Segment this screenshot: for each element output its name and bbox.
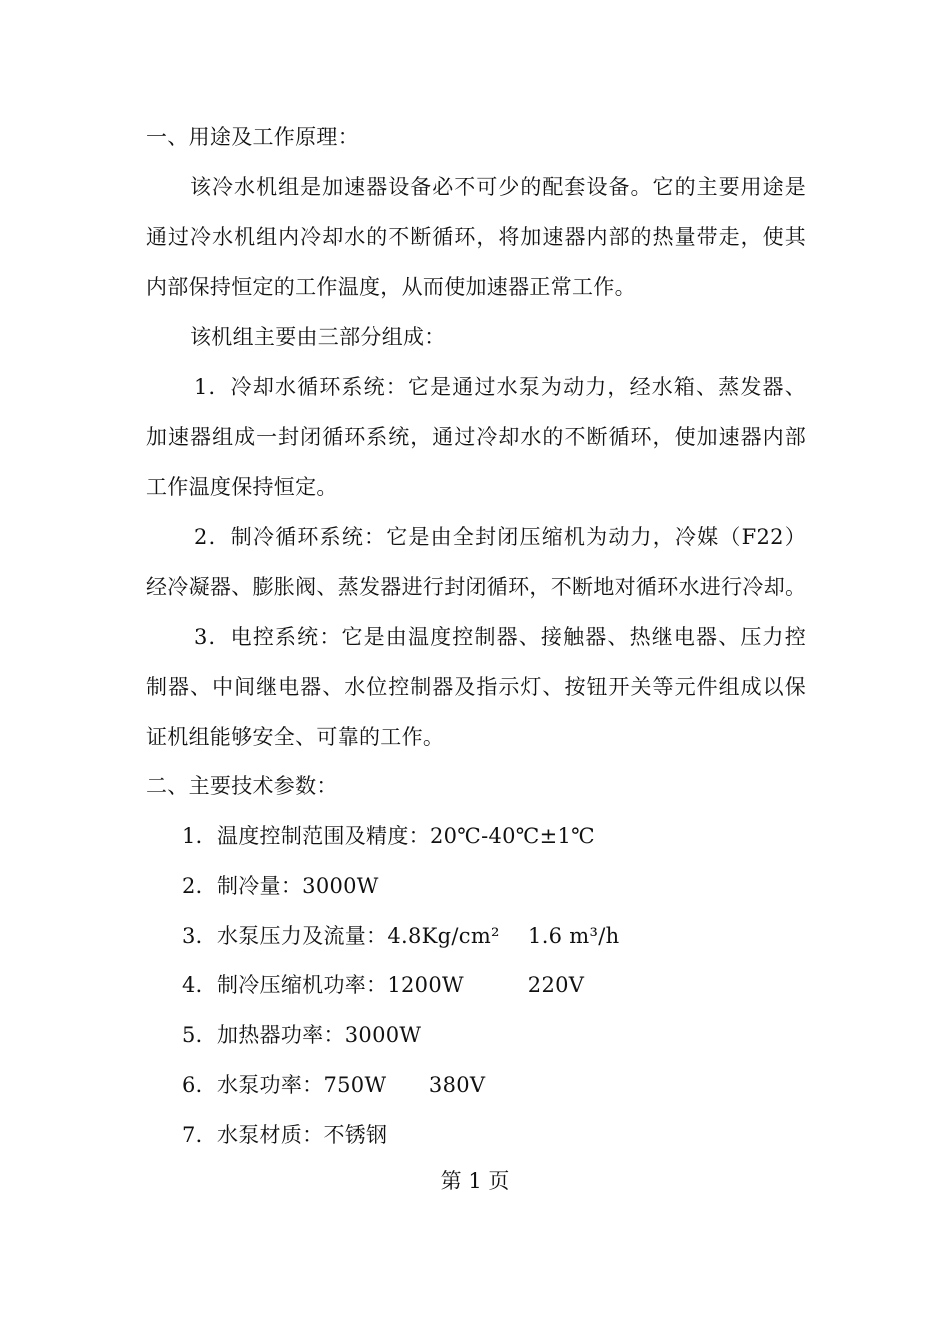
list-item-line: 3．电控系统：它是由温度控制器、接触器、热继电器、压力控 <box>194 625 806 649</box>
spec-item: 2．制冷量：3000W <box>182 874 379 898</box>
list-item-line: 1．冷却水循环系统：它是通过水泵为动力，经水箱、蒸发器、 <box>194 375 806 399</box>
list-item-line: 加速器组成一封闭循环系统，通过冷却水的不断循环，使加速器内部 <box>146 425 806 449</box>
spec-item: 6．水泵功率：750W 380V <box>182 1073 486 1097</box>
section-heading-specs: 二、主要技术参数： <box>146 774 338 798</box>
paragraph-line: 该机组主要由三部分组成： <box>190 325 446 349</box>
list-item-line: 经冷凝器、膨胀阀、蒸发器进行封闭循环，不断地对循环水进行冷却。 <box>146 575 807 599</box>
paragraph-line: 该冷水机组是加速器设备必不可少的配套设备。它的主要用途是 <box>190 175 806 199</box>
page-number: 第 1 页 <box>440 1169 510 1193</box>
spec-item: 3．水泵压力及流量：4.8Kg/cm² 1.6 m³/h <box>182 924 620 948</box>
spec-item: 1．温度控制范围及精度：20℃-40℃±1℃ <box>182 824 595 848</box>
list-item-line: 工作温度保持恒定。 <box>146 475 338 499</box>
list-item-line: 2．制冷循环系统：它是由全封闭压缩机为动力，冷媒（F22） <box>194 525 806 549</box>
section-heading-purpose: 一、用途及工作原理： <box>146 125 359 149</box>
spec-item: 5．加热器功率：3000W <box>182 1023 422 1047</box>
paragraph-line: 内部保持恒定的工作温度，从而使加速器正常工作。 <box>146 275 636 299</box>
spec-item: 4．制冷压缩机功率：1200W 220V <box>182 973 585 997</box>
list-item-line: 制器、中间继电器、水位控制器及指示灯、按钮开关等元件组成以保 <box>146 675 806 699</box>
paragraph-line: 通过冷水机组内冷却水的不断循环，将加速器内部的热量带走，使其 <box>146 225 806 249</box>
spec-item: 7．水泵材质：不锈钢 <box>182 1123 388 1147</box>
list-item-line: 证机组能够安全、可靠的工作。 <box>146 725 445 749</box>
